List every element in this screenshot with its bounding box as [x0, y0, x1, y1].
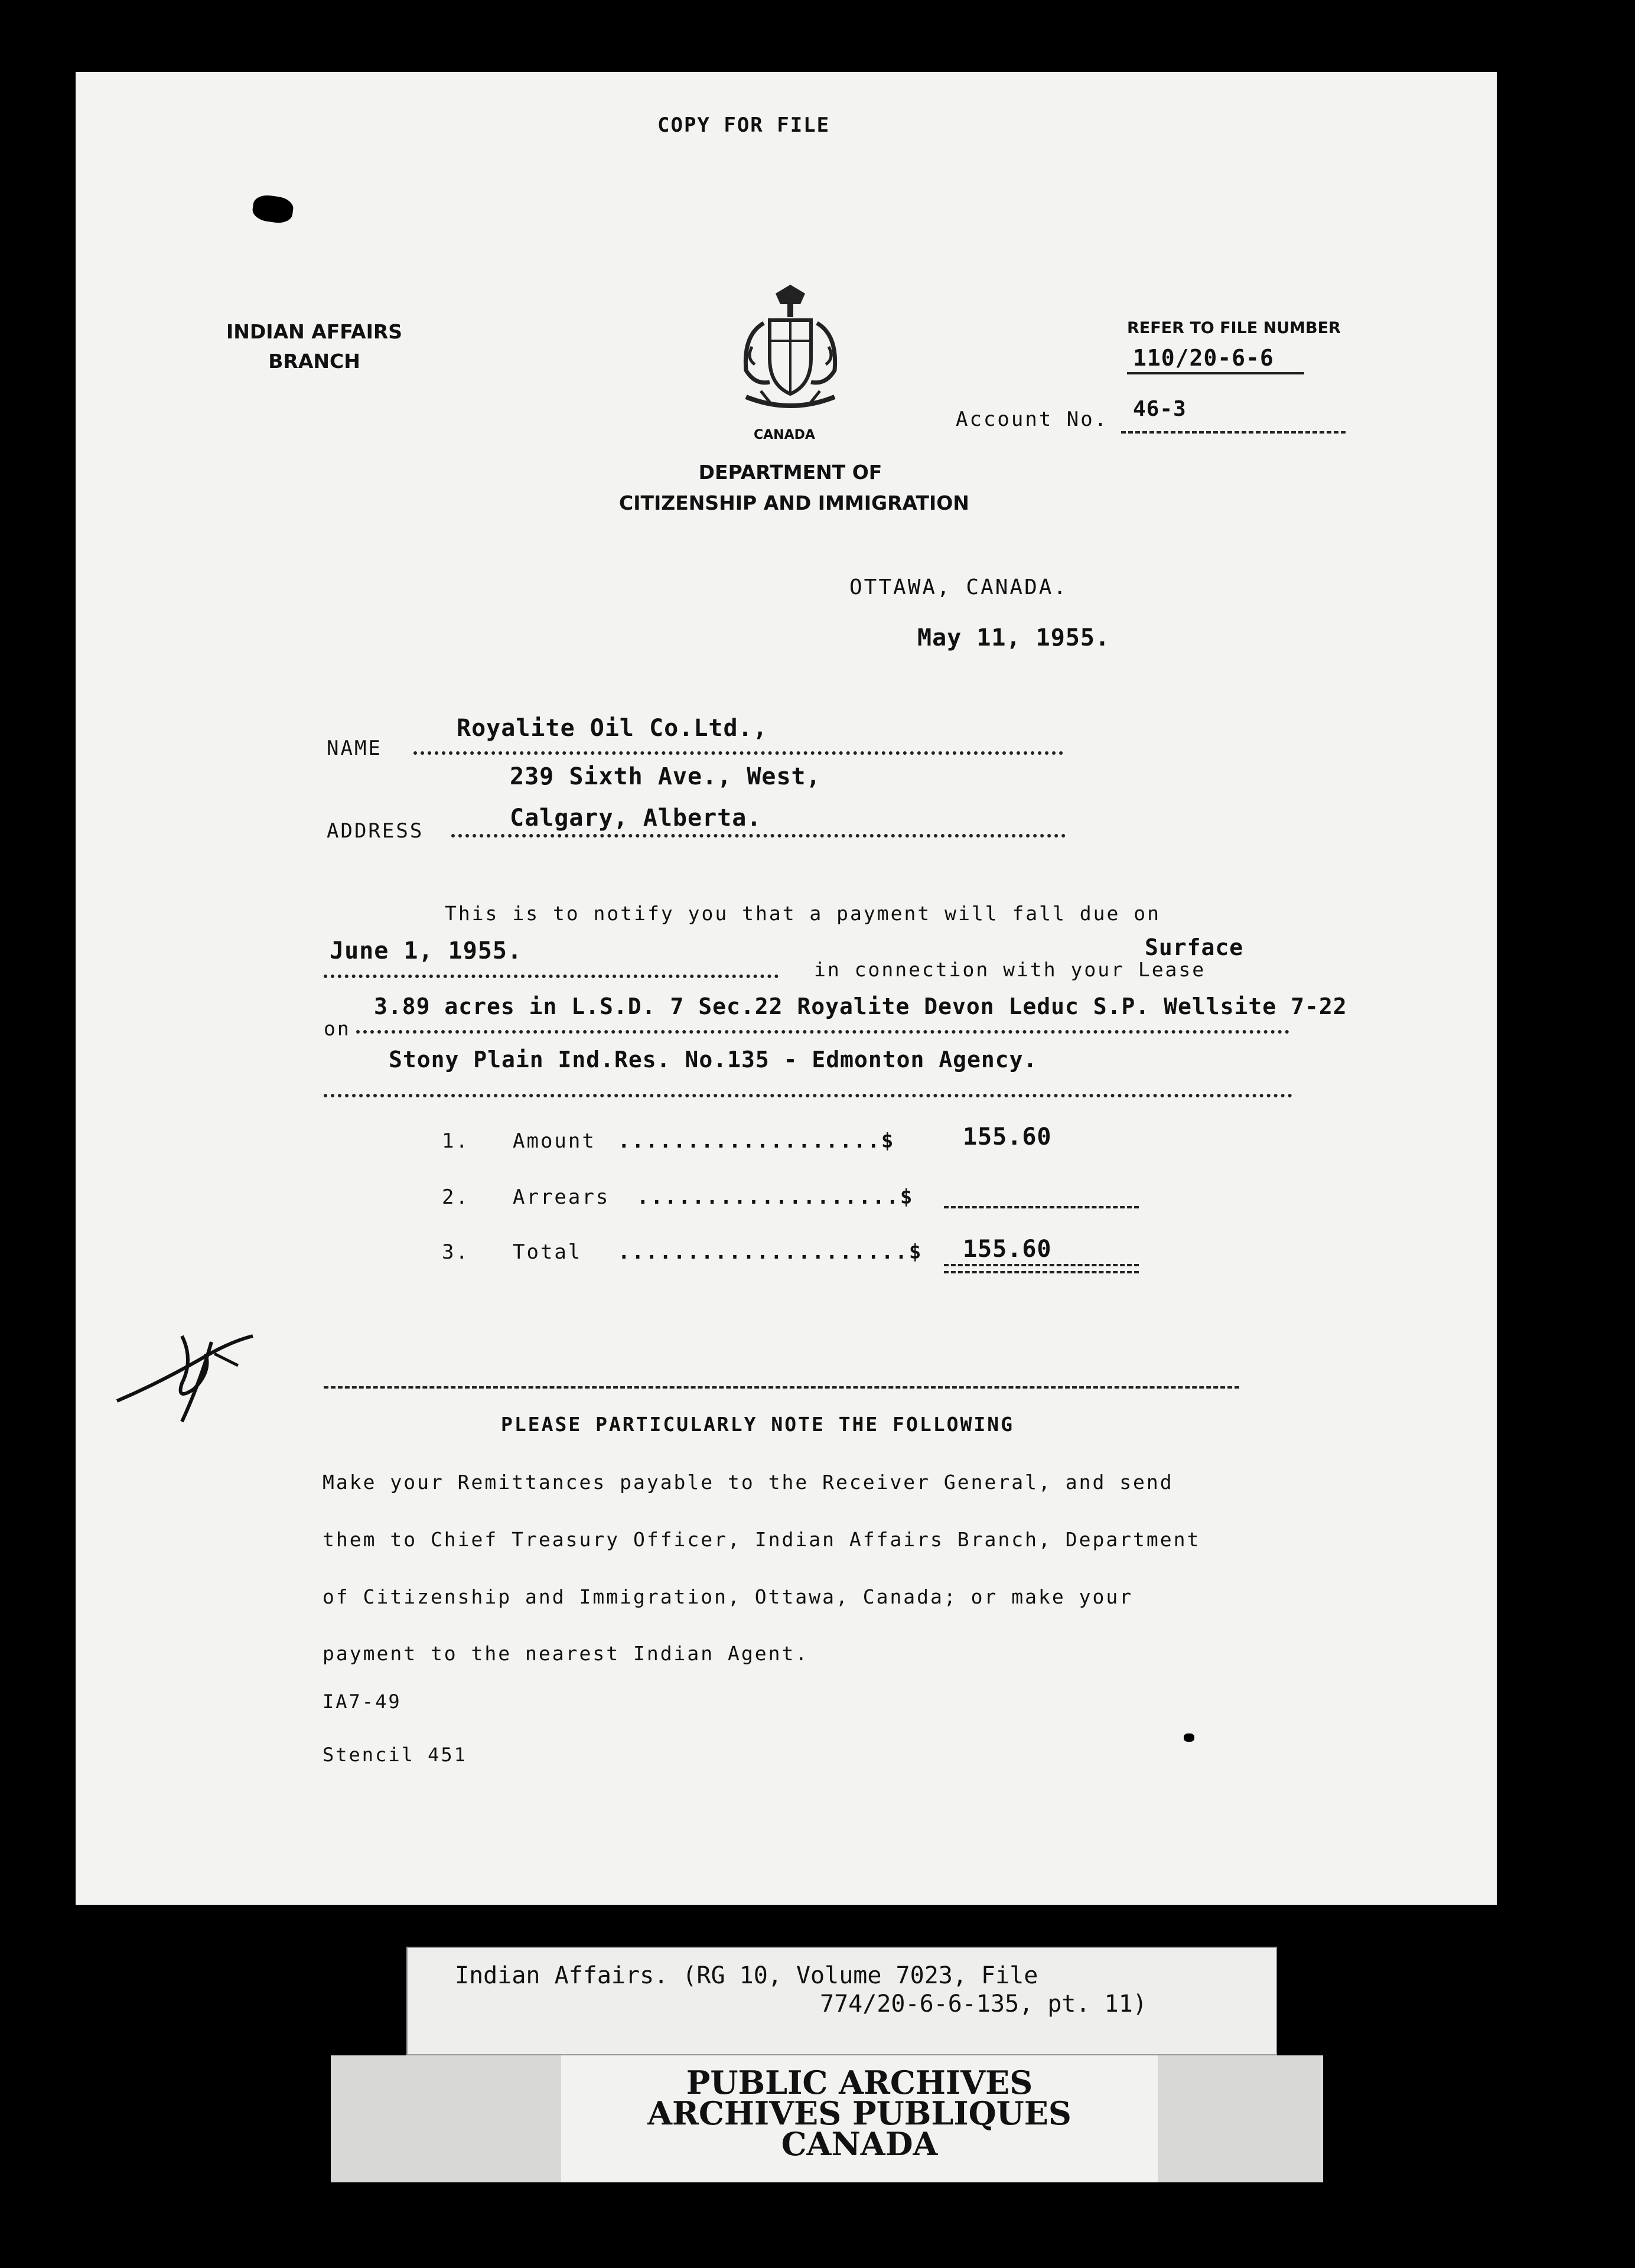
- file-number-underline: [1127, 372, 1304, 374]
- lease-dotted-line-2: [324, 1094, 1292, 1097]
- recipient-name-value: Royalite Oil Co.Ltd.,: [457, 715, 768, 742]
- address-line-1-value: 239 Sixth Ave., West,: [510, 763, 821, 790]
- total-row-label: Total: [513, 1240, 582, 1264]
- form-code: IA7-49: [323, 1690, 402, 1713]
- branch-name: [226, 317, 402, 376]
- arrears-blank-line: [944, 1206, 1139, 1208]
- archive-reference-line-2: 774/20-6-6-135, pt. 11): [820, 1990, 1147, 2018]
- due-date-value: June 1, 1955.: [330, 937, 523, 964]
- archive-stamp-line-1: PUBLIC ARCHIVES: [686, 2064, 1033, 2101]
- lease-type-value: Surface: [1145, 934, 1244, 960]
- department-line-1: DEPARTMENT OF: [698, 461, 882, 484]
- notes-separator-line: [324, 1386, 1239, 1389]
- total-row-dots: .....................$: [618, 1240, 923, 1264]
- account-number-value: 46-3: [1133, 397, 1187, 421]
- arrears-row-number: 2.: [442, 1185, 470, 1209]
- notice-intro: This is to notify you that a payment will fall due on: [445, 902, 1161, 925]
- notes-line-4: payment to the nearest Indian Agent.: [323, 1642, 809, 1665]
- due-date-dotted-line: [324, 975, 779, 978]
- letter-date: May 11, 1955.: [917, 624, 1110, 651]
- account-number-label: Account No.: [956, 408, 1109, 431]
- archive-reference-label: [406, 1947, 1277, 2055]
- copy-for-file-heading: COPY FOR FILE: [657, 113, 830, 137]
- lease-line-1-value: 3.89 acres in L.S.D. 7 Sec.22 Royalite Devon Leduc S.P. Wellsite 7-22: [374, 993, 1347, 1019]
- amount-row-dots: ...................$: [618, 1129, 895, 1153]
- amount-row-number: 1.: [442, 1129, 470, 1153]
- address-label: ADDRESS: [327, 819, 424, 843]
- city-line: OTTAWA, CANADA.: [849, 575, 1069, 599]
- connection-text: in connection with your Lease: [814, 958, 1206, 981]
- ink-speck: [1184, 1733, 1194, 1742]
- archive-stamp-panel: [561, 2055, 1158, 2182]
- address-dotted-line: [451, 834, 1066, 838]
- arrears-row-dots: ...................$: [637, 1185, 914, 1209]
- stencil-number: Stencil 451: [323, 1744, 467, 1766]
- ink-blot: [251, 193, 294, 224]
- branch-line-1: INDIAN AFFAIRS: [226, 320, 403, 343]
- branch-line-2: BRANCH: [268, 350, 360, 373]
- notes-line-3: of Citizenship and Immigration, Ottawa, Canada; or make your: [323, 1585, 1134, 1608]
- arrears-row-label: Arrears: [513, 1185, 610, 1209]
- account-number-line: [1121, 431, 1346, 434]
- canada-crest-icon: [728, 282, 852, 423]
- archive-stamp-line-2: ARCHIVES PUBLIQUES: [647, 2094, 1071, 2132]
- crest-caption: CANADA: [754, 428, 815, 442]
- total-double-line-1: [944, 1264, 1139, 1266]
- archive-stamp-line-3: CANADA: [781, 2125, 938, 2163]
- lease-dotted-line-1: [356, 1030, 1289, 1034]
- total-value: 155.60: [963, 1236, 1052, 1263]
- archive-reference-line-1: Indian Affairs. (RG 10, Volume 7023, File: [455, 1962, 1038, 1989]
- department-line-2: CITIZENSHIP AND IMMIGRATION: [619, 491, 969, 514]
- total-double-line-2: [944, 1271, 1139, 1273]
- notes-heading: PLEASE PARTICULARLY NOTE THE FOLLOWING: [501, 1413, 1014, 1436]
- lease-line-2-value: Stony Plain Ind.Res. No.135 - Edmonton Agency.: [389, 1047, 1038, 1073]
- on-label: on: [324, 1017, 351, 1040]
- total-row-number: 3.: [442, 1240, 470, 1264]
- notes-line-2: them to Chief Treasury Officer, Indian Affairs Branch, Department: [323, 1528, 1201, 1551]
- amount-value: 155.60: [963, 1123, 1052, 1151]
- notes-line-1: Make your Remittances payable to the Receiver General, and send: [323, 1471, 1174, 1494]
- name-label: NAME: [327, 737, 382, 760]
- refer-to-file-label: REFER TO FILE NUMBER: [1127, 319, 1341, 337]
- department-name: [619, 457, 969, 519]
- document-page: [76, 72, 1497, 1905]
- file-number-value: 110/20-6-6: [1133, 345, 1274, 371]
- handwritten-initials-icon: [111, 1318, 265, 1425]
- public-archives-stamp: [331, 2055, 1323, 2182]
- amount-row-label: Amount: [513, 1129, 596, 1153]
- address-line-2-value: Calgary, Alberta.: [510, 804, 762, 832]
- name-dotted-line: [413, 751, 1063, 755]
